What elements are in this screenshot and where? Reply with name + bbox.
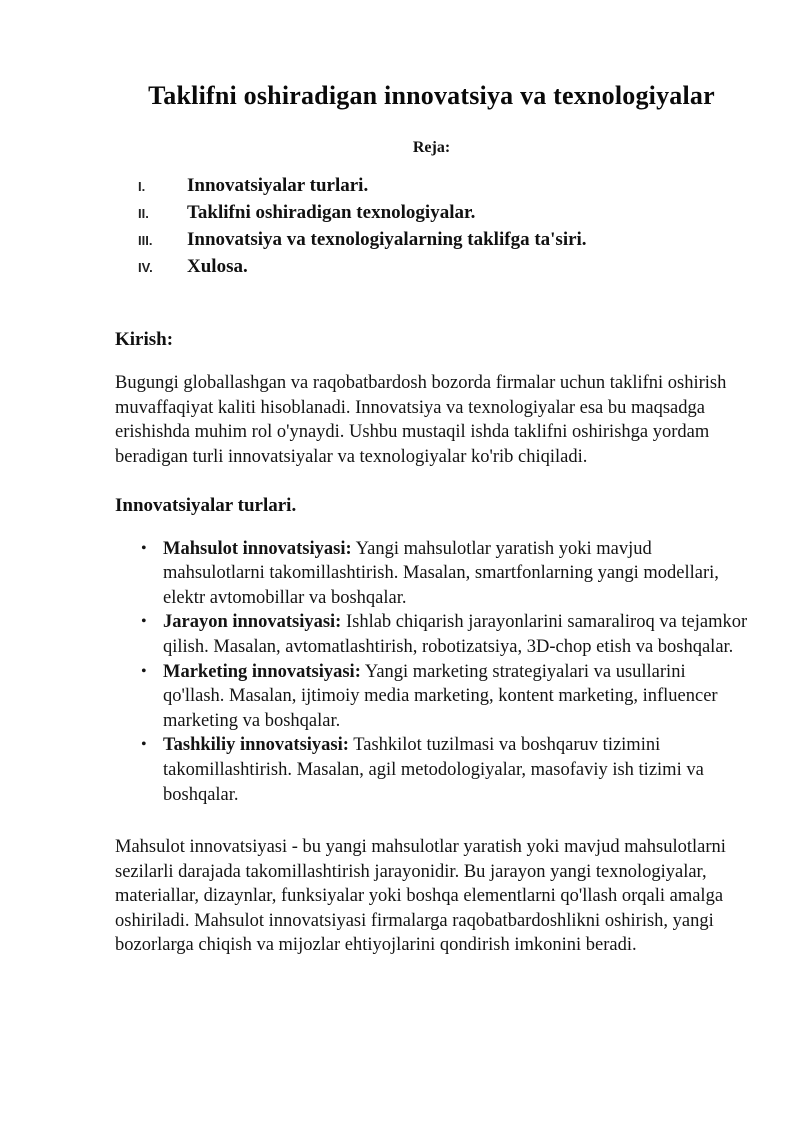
- bullet-item: [115, 537, 748, 611]
- bullet-item-text: Tashkilot tuzilmasi va boshqaruv tizimini takomillashtirish. Masalan, agil metodologiyalar, masofaviy ish tizimi va boshqalar.: [163, 735, 704, 805]
- document-title: Taklifni oshiradigan innovatsiya va texnologiyalar: [148, 81, 715, 110]
- paragraph-kirish: Bugungi globallashgan va raqobatbardosh bozorda firmalar uchun taklifni oshirish muvaffaqiyat kaliti hisoblanadi. Innovatsiya va texnologiyalar esa bu maqsadga erishishda muhim rol o'ynaydi. Ushbu mustaqil ishda taklifni oshirishga yordam beradigan turli innovatsiyalar va texnologiyalar ko'rib chiqiladi.: [115, 373, 727, 467]
- bullet-item-bold: Tashkiliy innovatsiyasi:: [163, 735, 349, 756]
- bullet-item-text: Yangi marketing strategiyalari va usullarini qo'llash. Masalan, ijtimoiy media marketing, kontent marketing, influencer marketing va boshqalar.: [163, 661, 718, 731]
- section-heading-innovation-types: Innovatsiyalar turlari.: [115, 494, 297, 516]
- plan-item-label: Taklifni oshiradigan texnologiyalar.: [187, 202, 476, 224]
- plan-item: [138, 200, 748, 227]
- plan-item: [138, 173, 748, 200]
- plan-item-label: Xulosa.: [187, 256, 248, 278]
- bullet-item-bold: Marketing innovatsiyasi:: [163, 661, 361, 682]
- plan-item-label: Innovatsiyalar turlari.: [187, 175, 369, 197]
- plan-list: [138, 173, 748, 281]
- plan-item-numeral: II.: [138, 206, 149, 222]
- plan-item: [138, 227, 748, 254]
- bullet-item: [115, 733, 748, 807]
- bullet-item-text: Yangi mahsulotlar yaratish yoki mavjud mahsulotlarni takomillashtirish. Masalan, smartfonlarning yangi modellari, elektr avtomobillar va boshqalar.: [163, 538, 719, 608]
- bullet-item: [115, 660, 748, 734]
- bullet-item: [115, 610, 748, 659]
- plan-item-label: Innovatsiya va texnologiyalarning taklifga ta'siri.: [187, 229, 587, 251]
- plan-item-numeral: IV.: [138, 260, 153, 276]
- bullet-item-text: Ishlab chiqarish jarayonlarini samaraliroq va tejamkor qilish. Masalan, avtomatlashtirish, robotizatsiya, 3D-chop etish va boshqalar.: [163, 612, 748, 657]
- plan-item-numeral: I.: [138, 179, 146, 195]
- plan-item-numeral: III.: [138, 233, 153, 249]
- section-heading-kirish: Kirish:: [115, 329, 174, 351]
- bullet-item-bold: Mahsulot innovatsiyasi:: [163, 538, 352, 559]
- plan-item: [138, 254, 748, 281]
- plan-heading: Reja:: [412, 139, 451, 157]
- bullet-item-bold: Jarayon innovatsiyasi:: [163, 612, 342, 633]
- bullet-list: [115, 537, 748, 808]
- paragraph-closing: Mahsulot innovatsiyasi - bu yangi mahsulotlar yaratish yoki mavjud mahsulotlarni sezilarli darajada takomillashtirish jarayonidir. Bu jarayon yangi texnologiyalar, materiallar, dizaynlar, funksiyalar yoki boshqa elementlarni qo'llash orqali amalga oshiriladi. Mahsulot innovatsiyasi firmalarga raqobatbardoshlikni oshirish, yangi bozorlarga chiqish va mijozlar ehtiyojlarini qondirish imkonini beradi.: [115, 837, 726, 956]
